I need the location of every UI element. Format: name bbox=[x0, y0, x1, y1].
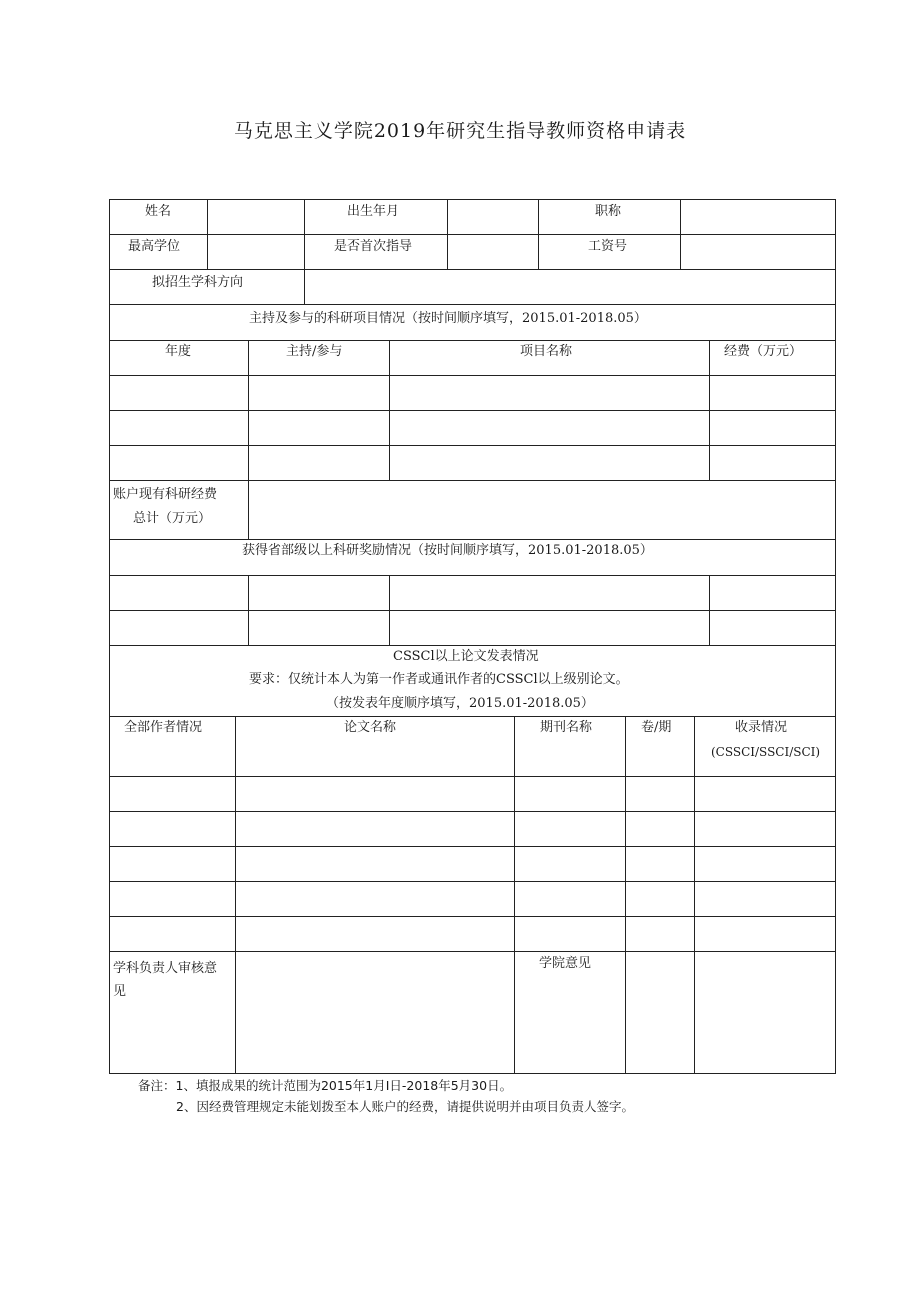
funds-total-label-cell bbox=[110, 481, 249, 540]
award-row-1-col-2[interactable] bbox=[249, 576, 390, 611]
paper-row-2-index[interactable] bbox=[695, 812, 835, 847]
awards-section-title: 获得省部级以上科研奖励情况（按时间顺序填写，2015.01-2018.05） bbox=[242, 543, 653, 558]
footnote-1: 备注：1、填报成果的统计范围为2015年1月Ⅰ日-2018年5月30日。 bbox=[138, 1078, 513, 1093]
project-row-2-year[interactable] bbox=[110, 411, 249, 446]
projects-header-year: 年度 bbox=[165, 344, 192, 359]
projects-col-year bbox=[110, 341, 249, 376]
paper-row-2-authors[interactable] bbox=[110, 812, 236, 847]
job-title-label-cell bbox=[539, 200, 681, 235]
college-opinion-field-left[interactable] bbox=[626, 952, 695, 1073]
project-row-3-name[interactable] bbox=[390, 446, 710, 481]
funds-total-label-line1: 账户现有科研经费 bbox=[113, 487, 218, 502]
birth-label-cell bbox=[305, 200, 448, 235]
first-supervise-label-cell bbox=[305, 235, 448, 270]
direction-label-cell bbox=[110, 270, 305, 305]
job-title-label: 职称 bbox=[595, 204, 622, 219]
degree-label: 最高学位 bbox=[128, 239, 181, 254]
award-row-1-col-3[interactable] bbox=[390, 576, 710, 611]
award-row-2-col-2[interactable] bbox=[249, 611, 390, 646]
projects-header-name: 项目名称 bbox=[520, 344, 573, 359]
paper-row-5-title[interactable] bbox=[236, 917, 515, 952]
projects-section-header bbox=[110, 305, 835, 341]
paper-row-4-authors[interactable] bbox=[110, 882, 236, 917]
project-row-1-name[interactable] bbox=[390, 376, 710, 411]
project-row-3-role[interactable] bbox=[249, 446, 390, 481]
form-title: 马克思主义学院2019年研究生指导教师资格申请表 bbox=[233, 120, 687, 142]
paper-row-1-journal[interactable] bbox=[515, 777, 626, 812]
paper-row-4-journal[interactable] bbox=[515, 882, 626, 917]
name-field[interactable] bbox=[208, 200, 305, 235]
paper-row-3-index[interactable] bbox=[695, 847, 835, 882]
degree-label-cell bbox=[110, 235, 208, 270]
projects-col-funds bbox=[710, 341, 835, 376]
papers-header-title: 论文名称 bbox=[344, 720, 397, 735]
papers-section-line1: CSSCl以上论文发表情况 bbox=[393, 649, 539, 664]
project-row-1-role[interactable] bbox=[249, 376, 390, 411]
name-label-cell bbox=[110, 200, 208, 235]
paper-row-1-index[interactable] bbox=[695, 777, 835, 812]
papers-col-volume bbox=[626, 717, 695, 777]
paper-row-3-authors[interactable] bbox=[110, 847, 236, 882]
paper-row-3-title[interactable] bbox=[236, 847, 515, 882]
staff-id-label: 工资号 bbox=[588, 239, 628, 254]
award-row-1-col-1[interactable] bbox=[110, 576, 249, 611]
papers-col-authors bbox=[110, 717, 236, 777]
paper-row-2-volume[interactable] bbox=[626, 812, 695, 847]
project-row-2-funds[interactable] bbox=[710, 411, 835, 446]
projects-col-name bbox=[390, 341, 710, 376]
paper-row-5-volume[interactable] bbox=[626, 917, 695, 952]
staff-id-field[interactable] bbox=[681, 235, 835, 270]
award-row-1-col-4[interactable] bbox=[710, 576, 835, 611]
projects-section-title: 主持及参与的科研项目情况（按时间顺序填写，2015.01-2018.05） bbox=[249, 311, 647, 326]
project-row-1-year[interactable] bbox=[110, 376, 249, 411]
paper-row-4-index[interactable] bbox=[695, 882, 835, 917]
papers-header-index: 收录情况 bbox=[735, 720, 788, 735]
name-label: 姓名 bbox=[145, 204, 172, 219]
award-row-2-col-3[interactable] bbox=[390, 611, 710, 646]
direction-label: 拟招生学科方向 bbox=[152, 275, 244, 290]
paper-row-5-authors[interactable] bbox=[110, 917, 236, 952]
paper-row-1-authors[interactable] bbox=[110, 777, 236, 812]
paper-row-2-journal[interactable] bbox=[515, 812, 626, 847]
leader-review-label-cell bbox=[110, 952, 236, 1073]
paper-row-1-volume[interactable] bbox=[626, 777, 695, 812]
papers-header-authors: 全部作者情况 bbox=[124, 720, 203, 735]
paper-row-1-title[interactable] bbox=[236, 777, 515, 812]
papers-section-header bbox=[110, 646, 835, 717]
college-opinion-label: 学院意见 bbox=[539, 956, 592, 971]
project-row-3-year[interactable] bbox=[110, 446, 249, 481]
birth-field[interactable] bbox=[448, 200, 539, 235]
first-supervise-field[interactable] bbox=[448, 235, 539, 270]
awards-section-header bbox=[110, 540, 835, 576]
projects-col-role bbox=[249, 341, 390, 376]
paper-row-4-title[interactable] bbox=[236, 882, 515, 917]
projects-header-funds: 经费（万元） bbox=[724, 344, 803, 359]
papers-col-title bbox=[236, 717, 515, 777]
paper-row-3-journal[interactable] bbox=[515, 847, 626, 882]
college-opinion-label-cell bbox=[515, 952, 626, 1073]
paper-row-5-index[interactable] bbox=[695, 917, 835, 952]
college-opinion-field[interactable] bbox=[695, 952, 835, 1073]
paper-row-5-journal[interactable] bbox=[515, 917, 626, 952]
project-row-2-name[interactable] bbox=[390, 411, 710, 446]
papers-header-index-sub: (CSSCI/SSCI/SCI) bbox=[711, 745, 821, 759]
footnotes bbox=[138, 1075, 634, 1117]
leader-review-label-line1: 学科负责人审核意 bbox=[113, 961, 218, 976]
award-row-2-col-1[interactable] bbox=[110, 611, 249, 646]
job-title-field[interactable] bbox=[681, 200, 835, 235]
birth-label: 出生年月 bbox=[347, 204, 400, 219]
papers-section-line2: 要求：仅统计本人为第一作者或通讯作者的CSSCl以上级别论文。 bbox=[249, 672, 629, 687]
application-form-table bbox=[109, 199, 836, 1074]
project-row-1-funds[interactable] bbox=[710, 376, 835, 411]
papers-header-journal: 期刊名称 bbox=[540, 720, 593, 735]
paper-row-2-title[interactable] bbox=[236, 812, 515, 847]
staff-id-label-cell bbox=[539, 235, 681, 270]
papers-col-index bbox=[695, 717, 835, 777]
project-row-3-funds[interactable] bbox=[710, 446, 835, 481]
projects-header-role: 主持/参与 bbox=[286, 344, 343, 359]
funds-total-label-line2: 总计（万元） bbox=[133, 511, 212, 526]
direction-field[interactable] bbox=[305, 270, 835, 305]
papers-header-volume: 卷/期 bbox=[641, 720, 672, 735]
papers-section-line3: （按发表年度顺序填写，2015.01-2018.05） bbox=[326, 696, 594, 711]
award-row-2-col-4[interactable] bbox=[710, 611, 835, 646]
leader-review-field[interactable] bbox=[236, 952, 515, 1073]
paper-row-3-volume[interactable] bbox=[626, 847, 695, 882]
first-supervise-label: 是否首次指导 bbox=[334, 239, 413, 254]
degree-field[interactable] bbox=[208, 235, 305, 270]
footnote-2: 2、因经费管理规定未能划拨至本人账户的经费，请提供说明并由项目负责人签字。 bbox=[176, 1099, 634, 1114]
papers-col-journal bbox=[515, 717, 626, 777]
project-row-2-role[interactable] bbox=[249, 411, 390, 446]
leader-review-label-line2: 见 bbox=[113, 984, 127, 999]
funds-total-field[interactable] bbox=[249, 481, 835, 540]
paper-row-4-volume[interactable] bbox=[626, 882, 695, 917]
